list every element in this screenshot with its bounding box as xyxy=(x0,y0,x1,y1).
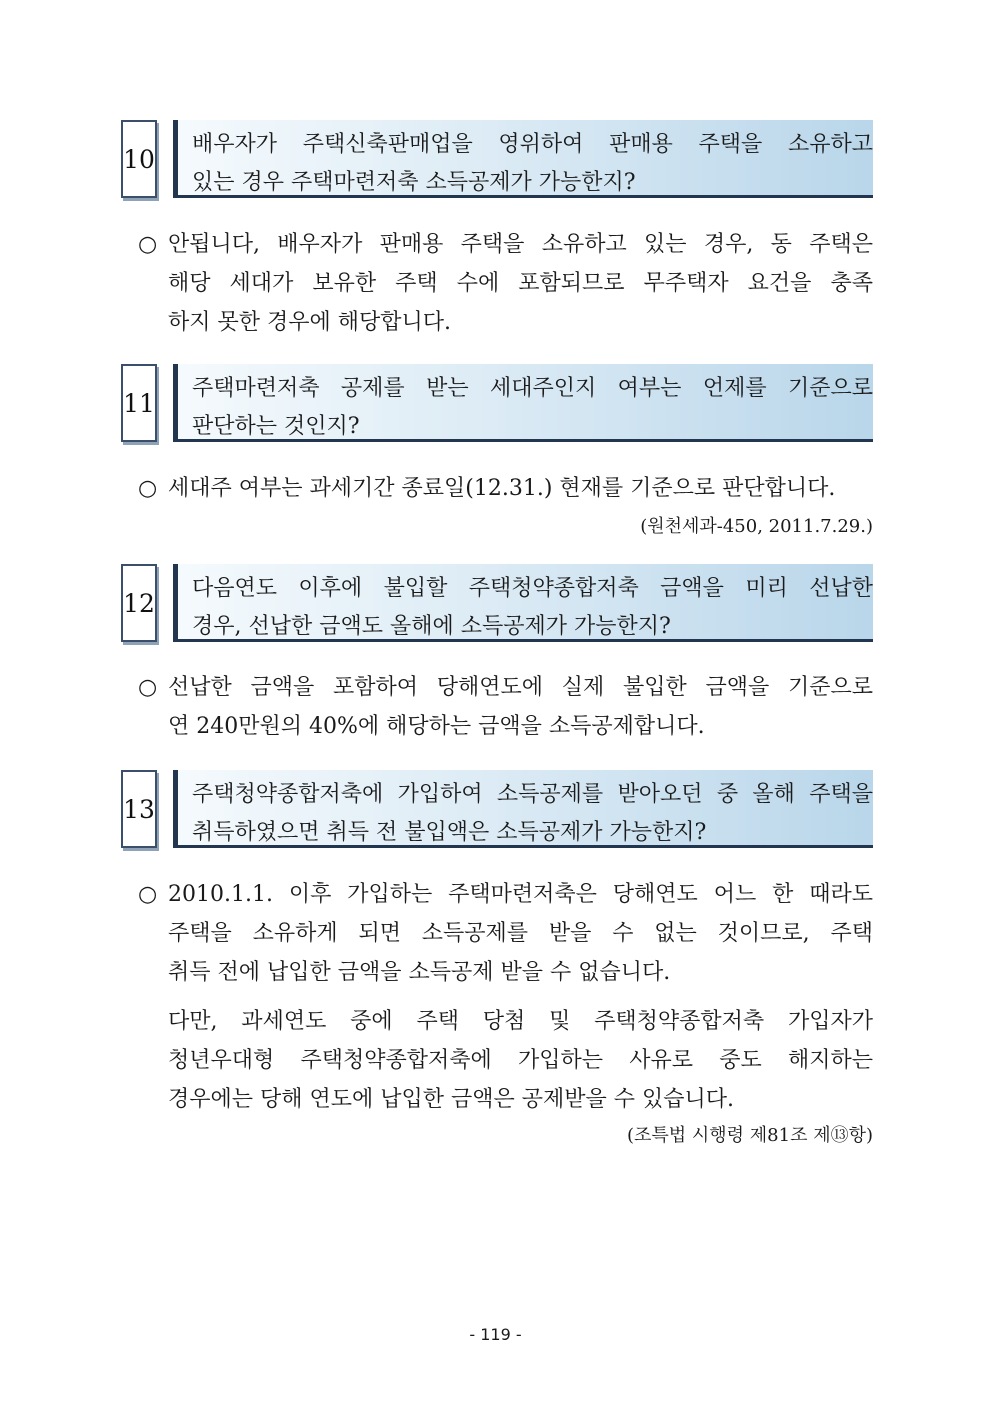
question-line: 주택청약종합저축에 가입하여 소득공제를 받아오던 중 올해 주택을 xyxy=(192,782,873,807)
question-line: 있는 경우 주택마련저축 소득공제가 가능한지? xyxy=(192,170,636,195)
question-number: 10 xyxy=(121,120,157,198)
bullet: ○ xyxy=(138,476,158,501)
answer-line: 하지 못한 경우에 해당합니다. xyxy=(168,310,451,335)
bullet: ○ xyxy=(138,882,158,907)
answer-line: 세대주 여부는 과세기간 종료일(12.31.) 현재를 기준으로 판단합니다. xyxy=(168,476,836,501)
question-line: 취득하였으면 취득 전 불입액은 소득공제가 가능한지? xyxy=(192,820,707,845)
question-number: 13 xyxy=(121,770,157,848)
question-box xyxy=(173,564,873,642)
question-number: 12 xyxy=(121,564,157,642)
answer-12 xyxy=(138,668,873,746)
answer-line: 청년우대형 주택청약종합저축에 가입하는 사유로 중도 해지하는 xyxy=(168,1048,873,1073)
answer-line: 연 240만원의 40%에 해당하는 금액을 소득공제합니다. xyxy=(168,714,705,739)
answer-line: 주택을 소유하게 되면 소득공제를 받을 수 없는 것이므로, 주택 xyxy=(168,921,873,946)
citation: (원천세과-450, 2011.7.29.) xyxy=(640,516,873,537)
answer-line: 안됩니다, 배우자가 판매용 주택을 소유하고 있는 경우, 동 주택은 xyxy=(168,232,873,257)
question-line: 배우자가 주택신축판매업을 영위하여 판매용 주택을 소유하고 xyxy=(192,132,873,157)
answer-13-extra xyxy=(138,1002,873,1119)
answer-line: 해당 세대가 보유한 주택 수에 포함되므로 무주택자 요건을 충족 xyxy=(168,271,873,296)
bullet: ○ xyxy=(138,675,158,700)
question-box xyxy=(173,364,873,442)
answer-line: 다만, 과세연도 중에 주택 당첨 및 주택청약종합저축 가입자가 xyxy=(168,1009,873,1034)
citation: (조특법 시행령 제81조 제⑬항) xyxy=(627,1125,873,1146)
answer-line: 2010.1.1. 이후 가입하는 주택마련저축은 당해연도 어느 한 때라도 xyxy=(168,882,873,907)
answer-11 xyxy=(138,469,873,508)
answer-line: 취득 전에 납입한 금액을 소득공제 받을 수 없습니다. xyxy=(168,960,671,985)
question-line: 경우, 선납한 금액도 올해에 소득공제가 가능한지? xyxy=(192,614,671,639)
answer-line: 선납한 금액을 포함하여 당해연도에 실제 불입한 금액을 기준으로 xyxy=(168,675,873,700)
question-number: 11 xyxy=(121,364,157,442)
question-line: 판단하는 것인지? xyxy=(192,414,360,439)
bullet: ○ xyxy=(138,232,158,257)
question-box xyxy=(173,770,873,848)
answer-13 xyxy=(138,875,873,992)
page-number: - 119 - xyxy=(469,1325,522,1344)
answer-line: 경우에는 당해 연도에 납입한 금액은 공제받을 수 있습니다. xyxy=(168,1087,734,1112)
answer-10 xyxy=(138,225,873,342)
question-line: 주택마련저축 공제를 받는 세대주인지 여부는 언제를 기준으로 xyxy=(192,376,873,401)
question-box xyxy=(173,120,873,198)
question-line: 다음연도 이후에 불입할 주택청약종합저축 금액을 미리 선납한 xyxy=(192,576,873,601)
